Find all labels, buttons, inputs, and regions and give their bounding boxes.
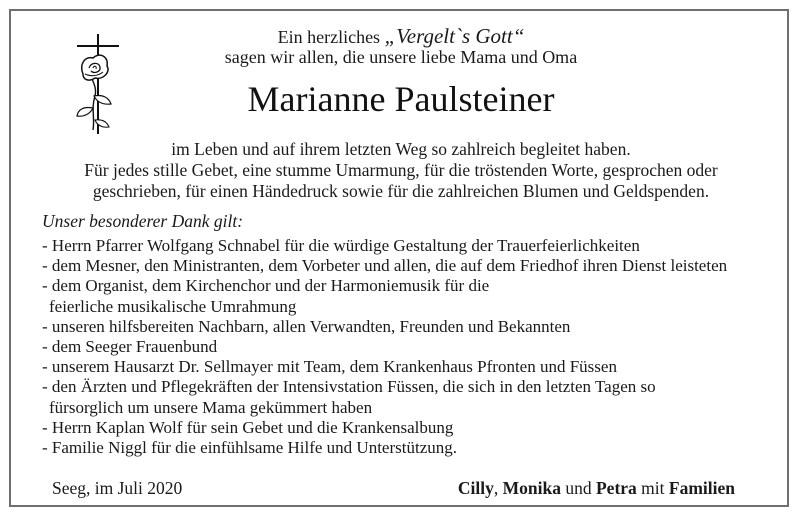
list-item: - dem Organist, dem Kirchenchor und der Harmoniemusik für die bbox=[42, 276, 490, 296]
thanks-list bbox=[42, 236, 727, 458]
intro-line bbox=[11, 24, 791, 49]
intro-highlight: „Vergelt`s Gott“ bbox=[384, 24, 525, 48]
list-item: - Herrn Pfarrer Wolfgang Schnabel für die würdige Gestaltung der Trauerfeierlichkeiten bbox=[42, 236, 640, 255]
list-item: - Herrn Kaplan Wolf für sein Gebet und die Krankensalbung bbox=[42, 417, 454, 437]
body-line-2: Für jedes stille Gebet, eine stumme Umarmung, für die tröstenden Worte, gesprochen oder bbox=[84, 160, 718, 180]
list-item: - unseren hilfsbereiten Nachbarn, allen Verwandten, Freunden und Bekannten bbox=[42, 316, 571, 336]
signer-1: Cilly bbox=[457, 478, 494, 498]
body-line-1: im Leben und auf ihrem letzten Weg so zahlreich begleitet haben. bbox=[171, 139, 631, 159]
place-date: Seeg, im Juli 2020 bbox=[52, 478, 183, 498]
signer-2: Monika bbox=[502, 478, 561, 498]
deceased-name: Marianne Paulsteiner bbox=[247, 79, 555, 119]
list-item: - unserem Hausarzt Dr. Sellmayer mit Team, dem Krankenhaus Pfronten und Füssen bbox=[42, 357, 617, 377]
list-item: - Familie Niggl für die einfühlsame Hilfe und Unterstützung. bbox=[42, 438, 457, 458]
list-item-continuation: feierliche musikalische Umrahmung bbox=[49, 296, 297, 316]
signers bbox=[458, 478, 735, 498]
signer-sep-3: mit bbox=[636, 478, 669, 498]
obituary-card bbox=[9, 9, 789, 507]
list-item: - dem Mesner, den Ministranten, dem Vorbeter und allen, die auf dem Friedhof ihren Dienst leisteten bbox=[42, 256, 728, 276]
list-item: - den Ärzten und Pflegekräften der Intensivstation Füssen, die sich in den letzten Tagen so bbox=[42, 377, 656, 397]
thanks-heading: Unser besonderer Dank gilt: bbox=[42, 211, 244, 231]
signer-4: Familien bbox=[668, 478, 735, 498]
signer-sep-2: und bbox=[560, 478, 596, 498]
body-line-3: geschrieben, für einen Händedruck sowie für die zahlreichen Blumen und Geldspenden. bbox=[92, 181, 710, 201]
intro-prefix: Ein herzliches bbox=[277, 27, 381, 47]
list-item: - dem Seeger Frauenbund bbox=[42, 337, 218, 357]
list-item-continuation: fürsorglich um unsere Mama gekümmert haben bbox=[49, 397, 373, 417]
signer-3: Petra bbox=[595, 478, 637, 498]
signer-sep-1: , bbox=[493, 478, 503, 498]
intro-line-2: sagen wir allen, die unsere liebe Mama und Oma bbox=[224, 47, 578, 67]
